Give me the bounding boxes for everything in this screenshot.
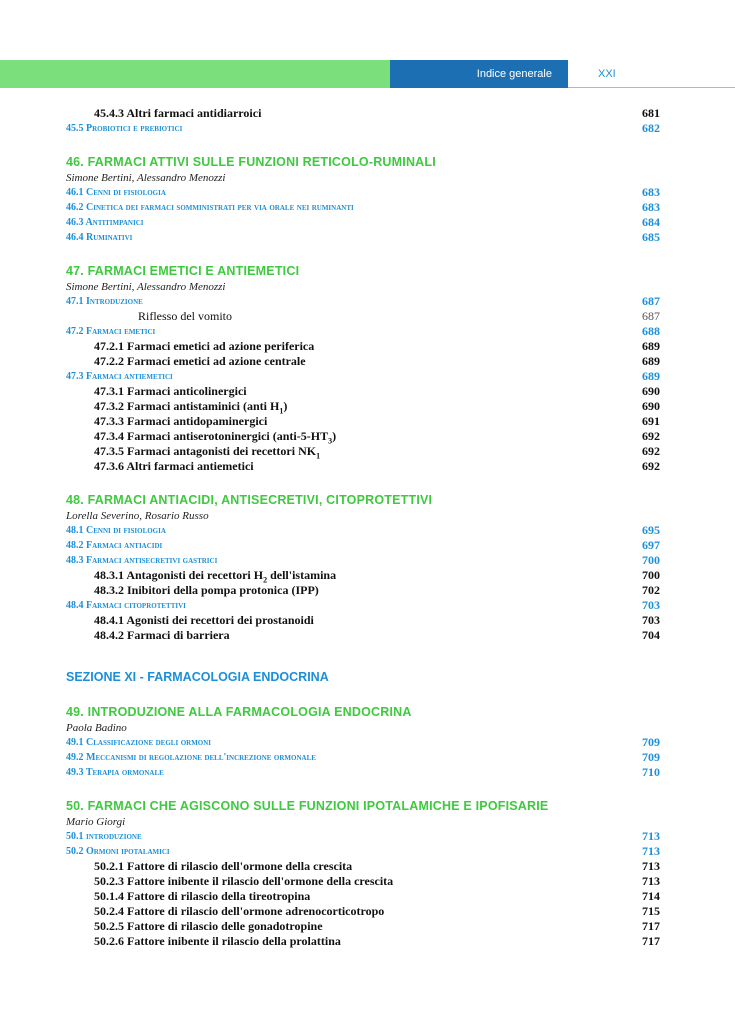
chapter-title[interactable]: 46. FARMACI ATTIVI SULLE FUNZIONI RETICOLO-RUMINALI <box>66 155 436 169</box>
toc-entry-label <box>94 106 261 121</box>
toc-entry[interactable] <box>66 294 660 309</box>
toc-entry-page: 691 <box>642 414 660 428</box>
toc-entry-text: 48.4 Farmaci citoprotettivi <box>66 600 186 611</box>
toc-entry-page: 683 <box>642 185 660 199</box>
chapter-title[interactable]: 47. FARMACI EMETICI E ANTIEMETICI <box>66 264 300 278</box>
toc-entry-subscript: 2 <box>263 575 268 585</box>
toc-entry-page: 684 <box>642 215 660 229</box>
toc-entry-text: 49.1 Classificazione degli ormoni <box>66 737 212 748</box>
header-green-bar <box>0 60 390 88</box>
toc-entry-text: 46.3 Antitimpanici <box>66 217 144 228</box>
toc-entry-page: 689 <box>642 354 660 368</box>
chapter-authors: Lorella Severino, Rosario Russo <box>66 510 209 522</box>
toc-entry-page: 690 <box>642 384 660 398</box>
toc-entry-page: 702 <box>642 583 660 597</box>
header-page-number: XXI <box>598 68 616 80</box>
toc-entry-text: 47.3 Farmaci antiemetici <box>66 371 173 382</box>
toc-entry[interactable] <box>66 889 660 904</box>
chapter-authors: Mario Giorgi <box>66 816 126 828</box>
toc-entry-text: 47.2.2 Farmaci emetici ad azione centrale <box>94 354 306 368</box>
toc-entry[interactable] <box>66 185 660 200</box>
toc-entry-text: 45.4.3 Altri farmaci antidiarroici <box>94 106 262 120</box>
toc-entry[interactable] <box>66 904 660 919</box>
toc-entry-label <box>66 538 162 553</box>
toc-entry-label <box>94 628 230 643</box>
toc-entry[interactable] <box>66 598 660 613</box>
toc-entry-text: 50.2.6 Fattore inibente il rilascio della prolattina <box>94 934 341 948</box>
toc-entry-label <box>94 919 323 934</box>
toc-entry-text: Riflesso del vomito <box>138 309 232 323</box>
toc-entry-text: 48.2 Farmaci antiacidi <box>66 540 163 551</box>
toc-entry-label <box>94 459 254 474</box>
toc-entry-subscript: 1 <box>316 451 321 461</box>
chapter-block <box>66 491 660 643</box>
toc-entry-label <box>66 369 173 384</box>
toc-entry[interactable] <box>66 459 660 474</box>
toc-entry-text: 47.1 Introduzione <box>66 296 143 307</box>
toc-entry-label <box>66 324 155 339</box>
toc-entry-label <box>94 384 247 399</box>
toc-entry-text: 50.2.5 Fattore di rilascio delle gonadotropine <box>94 919 323 933</box>
toc-entry-page: 704 <box>642 628 660 642</box>
toc-entry-label <box>66 735 211 750</box>
toc-entry-page: 710 <box>642 765 660 779</box>
toc-entry-page: 692 <box>642 429 660 443</box>
header-section-title: Indice generale <box>390 60 568 88</box>
toc-entry-label <box>94 904 384 919</box>
toc-entry-label <box>66 121 182 136</box>
toc-continued-entries <box>66 106 660 136</box>
toc-entry[interactable] <box>66 628 660 643</box>
toc-entry-subscript: 3 <box>328 436 333 446</box>
toc-entry-label <box>66 200 354 215</box>
toc-entry-text: 48.1 Cenni di fisiologia <box>66 525 166 536</box>
toc-entry-text: 50.2.1 Fattore di rilascio dell'ormone della crescita <box>94 859 353 873</box>
chapter-block <box>66 703 660 780</box>
toc-entry-label <box>94 568 336 583</box>
toc-entry-text: 48.4.1 Agonisti dei recettori dei prostanoidi <box>94 613 314 627</box>
toc-entry-page: 689 <box>642 339 660 353</box>
toc-entry-label <box>66 829 142 844</box>
section-title: SEZIONE XI - FARMACOLOGIA ENDOCRINA <box>66 670 329 684</box>
toc-entry[interactable] <box>66 369 660 384</box>
chapter-block <box>66 262 660 474</box>
toc-entry-page: 685 <box>642 230 660 244</box>
toc-entry-label <box>66 844 170 859</box>
toc-entry-page: 713 <box>642 829 660 843</box>
toc-entry-label <box>66 185 166 200</box>
toc-entry-label <box>94 613 314 628</box>
toc-entry-page: 717 <box>642 919 660 933</box>
toc-entry[interactable] <box>66 121 660 136</box>
toc-entry-label <box>94 874 393 889</box>
toc-entry-text: 49.2 Meccanismi di regolazione dell'increzione ormonale <box>66 752 316 763</box>
toc-entry-label <box>94 889 310 904</box>
toc-entry-page: 709 <box>642 750 660 764</box>
toc-entry-text: 48.3.1 Antagonisti dei recettori H <box>94 568 264 582</box>
chapter-title[interactable]: 50. FARMACI CHE AGISCONO SULLE FUNZIONI IPOTALAMICHE E IPOFISARIE <box>66 799 549 813</box>
toc-entry-page: 697 <box>642 538 660 552</box>
toc-entry-page: 715 <box>642 904 660 918</box>
toc-entry-label <box>94 414 267 429</box>
toc-entry[interactable] <box>66 765 660 780</box>
toc-entry-label <box>94 934 341 949</box>
table-of-contents <box>66 106 660 949</box>
toc-entry[interactable] <box>66 106 660 121</box>
chapter-authors: Simone Bertini, Alessandro Menozzi <box>66 281 226 293</box>
toc-entry-page: 700 <box>642 568 660 582</box>
toc-entry-label <box>94 354 306 369</box>
toc-entry[interactable] <box>66 829 660 844</box>
toc-entry-text: 50.2 Ormoni ipotalamici <box>66 846 170 857</box>
toc-entry-page: 690 <box>642 399 660 413</box>
toc-entry-page: 687 <box>642 294 660 308</box>
toc-entry-suffix: ) <box>332 429 337 443</box>
chapter-block <box>66 153 660 245</box>
toc-entry-label <box>94 583 319 598</box>
toc-entry-text: 46.1 Cenni di fisiologia <box>66 187 166 198</box>
toc-entry-label <box>66 765 164 780</box>
toc-chapters-part-1 <box>66 153 660 643</box>
toc-entry[interactable] <box>66 583 660 598</box>
toc-entry-page: 717 <box>642 934 660 948</box>
chapter-title[interactable]: 49. INTRODUZIONE ALLA FARMACOLOGIA ENDOCRINA <box>66 705 412 719</box>
toc-entry[interactable] <box>66 309 660 324</box>
toc-entry-text: 50.1 introduzione <box>66 831 142 842</box>
chapter-authors: Paola Badino <box>66 722 127 734</box>
toc-entry-page: 703 <box>642 598 660 612</box>
toc-entry[interactable] <box>66 523 660 538</box>
chapter-block <box>66 797 660 949</box>
toc-entry-text: 48.3 Farmaci antisecretivi gastrici <box>66 555 218 566</box>
toc-entry-label <box>94 429 336 444</box>
toc-entry-label <box>94 444 320 459</box>
toc-entry-label <box>94 339 314 354</box>
toc-entry-text: 46.4 Ruminativi <box>66 232 133 243</box>
chapter-title[interactable]: 48. FARMACI ANTIACIDI, ANTISECRETIVI, CITOPROTETTIVI <box>66 493 433 507</box>
toc-entry-page: 692 <box>642 459 660 473</box>
toc-entry[interactable] <box>66 429 660 444</box>
toc-entry[interactable] <box>66 324 660 339</box>
chapter-authors: Simone Bertini, Alessandro Menozzi <box>66 172 226 184</box>
toc-entry-label <box>66 294 143 309</box>
toc-entry[interactable] <box>66 859 660 874</box>
toc-entry-text: 47.3.2 Farmaci antistaminici (anti H <box>94 399 280 413</box>
toc-entry[interactable] <box>66 399 660 414</box>
toc-entry-page: 692 <box>642 444 660 458</box>
toc-entry-label <box>66 598 186 613</box>
toc-entry-suffix: ) <box>283 399 288 413</box>
toc-entry-text: 49.3 Terapia ormonale <box>66 767 164 778</box>
toc-entry-label <box>66 750 316 765</box>
toc-entry-subscript: 1 <box>279 406 284 416</box>
toc-entry-page: 682 <box>642 121 660 135</box>
toc-entry-page: 687 <box>642 309 660 323</box>
running-header <box>0 60 735 88</box>
toc-entry-page: 683 <box>642 200 660 214</box>
toc-entry[interactable] <box>66 613 660 628</box>
toc-chapters-part-2 <box>66 703 660 949</box>
toc-entry[interactable] <box>66 735 660 750</box>
toc-entry-label <box>66 553 217 568</box>
toc-entry-label <box>66 230 132 245</box>
toc-entry-text: 47.3.4 Farmaci antiserotoninergici (anti-5-HT <box>94 429 329 443</box>
toc-entry-page: 703 <box>642 613 660 627</box>
toc-entry-text: 50.1.4 Fattore di rilascio della tireotropina <box>94 889 311 903</box>
toc-entry-text: 47.3.3 Farmaci antidopaminergici <box>94 414 268 428</box>
toc-entry-text: 48.4.2 Farmaci di barriera <box>94 628 230 642</box>
toc-entry-page: 695 <box>642 523 660 537</box>
toc-entry[interactable] <box>66 414 660 429</box>
toc-entry-text: 47.3.1 Farmaci anticolinergici <box>94 384 247 398</box>
toc-entry[interactable] <box>66 553 660 568</box>
toc-entry-page: 700 <box>642 553 660 567</box>
header-rule <box>568 87 735 88</box>
toc-entry[interactable] <box>66 354 660 369</box>
toc-entry-page: 713 <box>642 844 660 858</box>
toc-entry[interactable] <box>66 230 660 245</box>
toc-entry-text: 48.3.2 Inibitori della pompa protonica (IPP) <box>94 583 319 597</box>
toc-entry[interactable] <box>66 444 660 459</box>
toc-entry[interactable] <box>66 568 660 583</box>
toc-entry-page: 714 <box>642 889 660 903</box>
toc-entry-text: 47.2.1 Farmaci emetici ad azione periferica <box>94 339 315 353</box>
toc-entry[interactable] <box>66 919 660 934</box>
toc-entry-text: 50.2.4 Fattore di rilascio dell'ormone adrenocorticotropo <box>94 904 385 918</box>
toc-entry-text: 46.2 Cinetica dei farmaci somministrati per via orale nei ruminanti <box>66 202 354 213</box>
toc-entry-page: 713 <box>642 859 660 873</box>
toc-entry[interactable] <box>66 339 660 354</box>
toc-entry-text: 47.2 Farmaci emetici <box>66 326 156 337</box>
toc-entry-text: 47.3.6 Altri farmaci antiemetici <box>94 459 254 473</box>
toc-entry-label <box>66 523 166 538</box>
toc-entry-label <box>94 399 287 414</box>
toc-entry[interactable] <box>66 384 660 399</box>
toc-entry-page: 688 <box>642 324 660 338</box>
toc-entry-label <box>138 309 232 324</box>
toc-entry-page: 713 <box>642 874 660 888</box>
toc-entry-text: 47.3.5 Farmaci antagonisti dei recettori NK <box>94 444 317 458</box>
toc-entry-label <box>66 215 144 230</box>
toc-entry-page: 709 <box>642 735 660 749</box>
toc-entry[interactable] <box>66 844 660 859</box>
toc-entry[interactable] <box>66 874 660 889</box>
toc-entry[interactable] <box>66 215 660 230</box>
toc-entry-page: 681 <box>642 106 660 120</box>
toc-entry[interactable] <box>66 538 660 553</box>
toc-entry-page: 689 <box>642 369 660 383</box>
toc-entry-suffix: dell'istamina <box>267 568 337 582</box>
toc-entry-text: 45.5 Probiotici e prebiotici <box>66 123 183 134</box>
toc-entry[interactable] <box>66 750 660 765</box>
toc-entry[interactable] <box>66 200 660 215</box>
toc-entry-label <box>94 859 352 874</box>
toc-entry-text: 50.2.3 Fattore inibente il rilascio dell'ormone della crescita <box>94 874 394 888</box>
toc-entry[interactable] <box>66 934 660 949</box>
